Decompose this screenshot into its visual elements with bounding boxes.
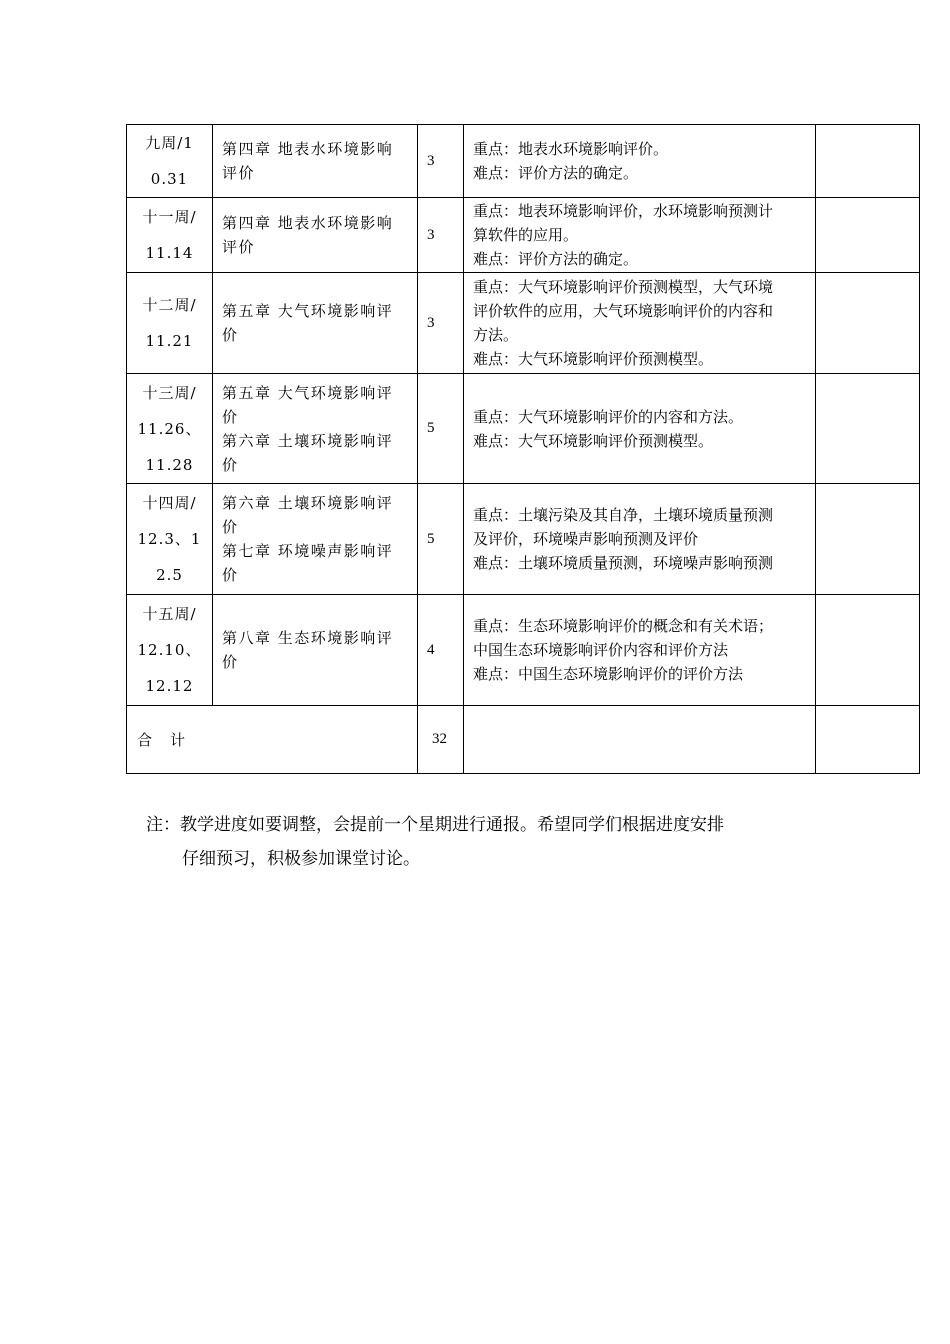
chapter-cell bbox=[213, 484, 418, 595]
table-row bbox=[127, 595, 920, 706]
hours-cell: 3 bbox=[418, 198, 464, 273]
key-point-line: 难点：大气环境影响评价预测模型。 bbox=[473, 350, 714, 368]
remarks-cell bbox=[816, 198, 920, 273]
hours-cell: 5 bbox=[418, 374, 464, 484]
key-point-line: 方法。 bbox=[473, 326, 519, 344]
key-points-cell bbox=[464, 273, 816, 374]
chapter-cell bbox=[213, 273, 418, 374]
total-remarks-cell bbox=[816, 706, 920, 774]
footnote-line-2: 仔细预习，积极参加课堂讨论。 bbox=[182, 849, 420, 869]
total-key-points-cell bbox=[464, 706, 816, 774]
chapter-line: 价 bbox=[222, 653, 239, 671]
key-point-line: 重点：大气环境影响评价预测模型，大气环境 bbox=[473, 278, 774, 296]
chapter-line: 第四章 地表水环境影响 bbox=[222, 214, 394, 232]
chapter-line: 第六章 土壤环境影响评 bbox=[222, 494, 394, 512]
chapter-line: 第四章 地表水环境影响 bbox=[222, 140, 394, 158]
chapter-line: 第五章 大气环境影响评 bbox=[222, 383, 394, 402]
chapter-line: 第五章 大气环境影响评 bbox=[222, 302, 394, 320]
total-row bbox=[127, 706, 920, 774]
week-line: 十二周/ bbox=[142, 296, 197, 314]
key-points-cell bbox=[464, 198, 816, 273]
hours-cell: 4 bbox=[418, 595, 464, 706]
key-point-line: 及评价，环境噪声影响预测及评价 bbox=[473, 530, 699, 548]
week-cell bbox=[127, 595, 213, 706]
footnote-line-1: 注：教学进度如要调整，会提前一个星期进行通报。希望同学们根据进度安排 bbox=[146, 815, 724, 835]
key-point-line: 难点：评价方法的确定。 bbox=[473, 250, 639, 268]
chapter-line: 价 bbox=[222, 326, 239, 344]
key-points-cell bbox=[464, 125, 816, 198]
week-cell bbox=[127, 125, 213, 198]
chapter-line: 价 bbox=[222, 407, 239, 426]
key-point-line: 重点：地表水环境影响评价。 bbox=[473, 140, 669, 158]
key-points-cell bbox=[464, 484, 816, 595]
remarks-cell bbox=[816, 273, 920, 374]
table-row bbox=[127, 125, 920, 198]
week-line: 12.3、1 bbox=[137, 530, 202, 548]
week-cell bbox=[127, 273, 213, 374]
week-cell bbox=[127, 198, 213, 273]
week-cell bbox=[127, 374, 213, 484]
key-point-line: 算软件的应用。 bbox=[473, 226, 579, 244]
schedule-table bbox=[126, 124, 920, 774]
key-point-line: 重点：地表环境影响评价，水环境影响预测计 bbox=[473, 202, 774, 220]
key-point-line: 中国生态环境影响评价内容和评价方法 bbox=[473, 641, 729, 659]
hours-cell: 3 bbox=[418, 273, 464, 374]
chapter-line: 价 bbox=[222, 518, 239, 536]
key-points-cell bbox=[464, 374, 816, 484]
key-point-line: 难点：土壤环境质量预测，环境噪声影响预测 bbox=[473, 554, 774, 572]
week-line: 九周/1 bbox=[145, 134, 194, 152]
table-row bbox=[127, 273, 920, 374]
week-line: 11.21 bbox=[145, 332, 194, 350]
table-row bbox=[127, 198, 920, 273]
total-label: 合计 bbox=[127, 706, 418, 774]
key-point-line: 难点：评价方法的确定。 bbox=[473, 164, 639, 182]
week-line: 12.10、 bbox=[137, 641, 202, 659]
chapter-cell bbox=[213, 198, 418, 273]
chapter-line: 第六章 土壤环境影响评 bbox=[222, 431, 394, 450]
chapter-line: 价 bbox=[222, 455, 239, 474]
total-hours: 32 bbox=[418, 706, 464, 774]
schedule-body bbox=[127, 125, 920, 774]
key-point-line: 难点：大气环境影响评价预测模型。 bbox=[473, 431, 714, 450]
week-line: 十五周/ bbox=[142, 605, 197, 623]
week-cell bbox=[127, 484, 213, 595]
week-line: 11.28 bbox=[145, 455, 194, 474]
key-point-line: 评价软件的应用，大气环境影响评价的内容和 bbox=[473, 302, 774, 320]
chapter-line: 价 bbox=[222, 566, 239, 584]
week-line: 十一周/ bbox=[142, 208, 197, 226]
week-line: 0.31 bbox=[150, 170, 189, 188]
key-point-line: 重点：生态环境影响评价的概念和有关术语； bbox=[473, 617, 774, 635]
chapter-line: 第八章 生态环境影响评 bbox=[222, 629, 394, 647]
key-point-line: 重点：土壤污染及其自净，土壤环境质量预测 bbox=[473, 506, 774, 524]
key-point-line: 难点：中国生态环境影响评价的评价方法 bbox=[473, 665, 744, 683]
remarks-cell bbox=[816, 374, 920, 484]
week-line: 11.26、 bbox=[137, 419, 202, 438]
chapter-cell bbox=[213, 595, 418, 706]
hours-cell: 3 bbox=[418, 125, 464, 198]
chapter-cell bbox=[213, 125, 418, 198]
week-line: 11.14 bbox=[145, 244, 194, 262]
remarks-cell bbox=[816, 595, 920, 706]
week-line: 十四周/ bbox=[142, 494, 197, 512]
week-line: 2.5 bbox=[156, 566, 183, 584]
remarks-cell bbox=[816, 125, 920, 198]
table-row bbox=[127, 374, 920, 484]
table-row bbox=[127, 484, 920, 595]
week-line: 12.12 bbox=[145, 677, 194, 695]
footnote bbox=[146, 808, 846, 876]
hours-cell: 5 bbox=[418, 484, 464, 595]
chapter-cell bbox=[213, 374, 418, 484]
remarks-cell bbox=[816, 484, 920, 595]
chapter-line: 评价 bbox=[222, 164, 256, 182]
chapter-line: 第七章 环境噪声影响评 bbox=[222, 542, 394, 560]
chapter-line: 评价 bbox=[222, 238, 256, 256]
key-points-cell bbox=[464, 595, 816, 706]
key-point-line: 重点：大气环境影响评价的内容和方法。 bbox=[473, 407, 744, 426]
week-line: 十三周/ bbox=[142, 383, 197, 402]
